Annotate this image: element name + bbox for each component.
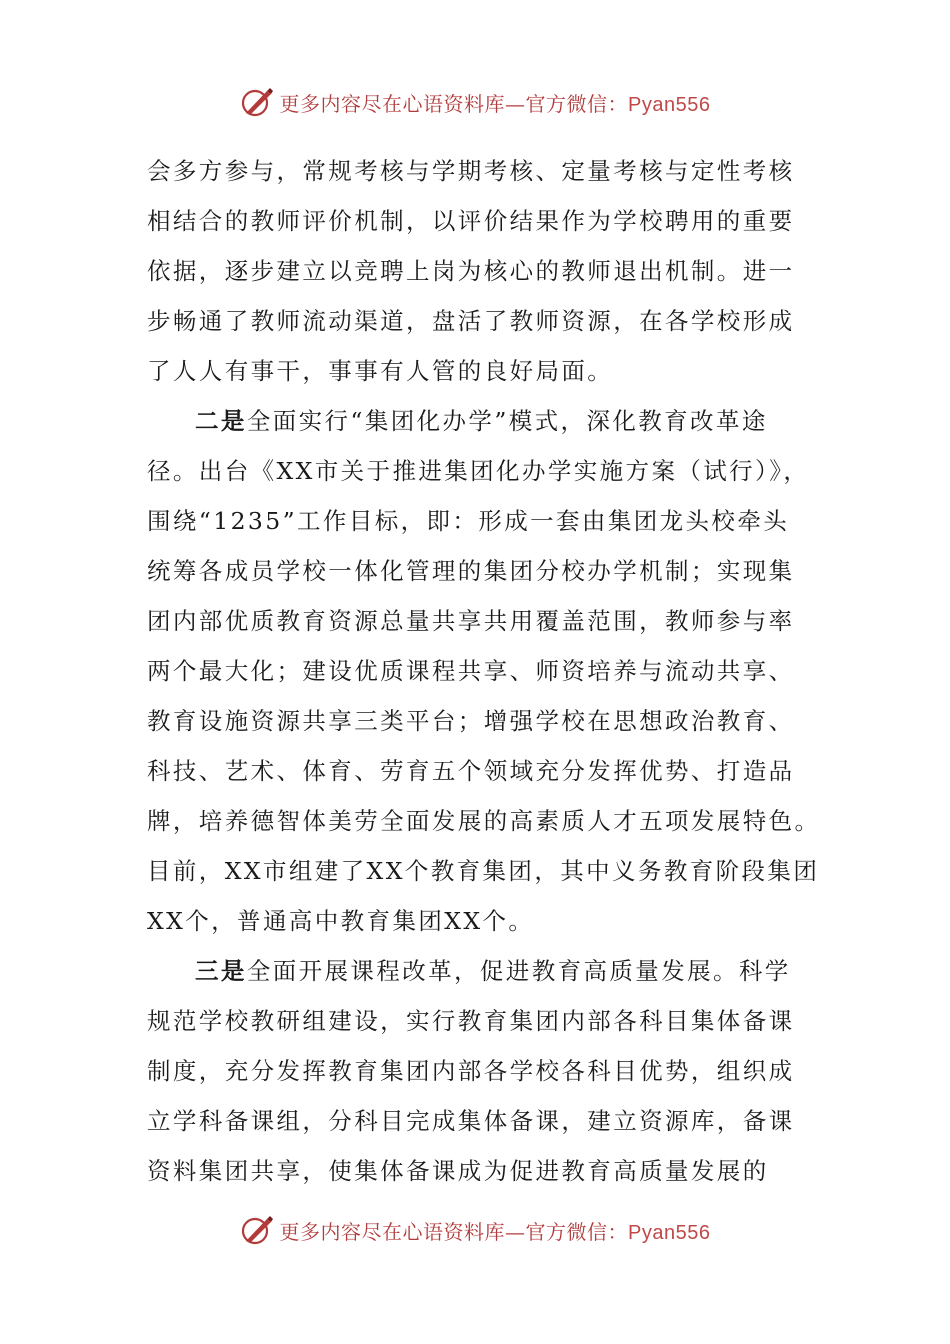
- text-line: 团内部优质教育资源总量共享共用覆盖范围，教师参与率: [147, 607, 795, 635]
- text-line: 步畅通了教师流动渠道，盘活了教师资源，在各学校形成: [147, 307, 795, 335]
- paragraph-lead: 二是: [195, 407, 247, 435]
- paragraph-start-line: [147, 396, 807, 446]
- header-watermark-banner: [0, 80, 950, 124]
- pen-logo-icon: [240, 85, 274, 119]
- text-line: 两个最大化；建设优质课程共享、师资培养与流动共享、: [147, 657, 795, 685]
- text-line: 全面开展课程改革，促进教育高质量发展。科学: [246, 957, 791, 985]
- pen-logo-icon: [240, 1213, 274, 1247]
- text-line: 全面实行“集团化办学”模式，深化教育改革途: [246, 407, 768, 435]
- text-line: 围绕“1235”工作目标，即：形成一套由集团龙头校牵头: [147, 507, 790, 535]
- text-line: 统筹各成员学校一体化管理的集团分校办学机制；实现集: [147, 557, 795, 585]
- text-line: 会多方参与，常规考核与学期考核、定量考核与定性考核: [147, 157, 795, 185]
- paragraph-lead: 三是: [195, 957, 247, 985]
- text-line: 规范学校教研组建设，实行教育集团内部各科目集体备课: [147, 1007, 795, 1035]
- text-line: 径。出台《XX市关于推进集团化办学实施方案（试行）》，: [147, 457, 810, 485]
- text-line: 科技、艺术、体育、劳育五个领域充分发挥优势、打造品: [147, 757, 795, 785]
- text-line: 立学科备课组，分科目完成集体备课，建立资源库，备课: [147, 1107, 795, 1135]
- text-line: 牌，培养德智体美劳全面发展的高素质人才五项发展特色。: [147, 807, 821, 835]
- banner-text: 更多内容尽在心语资料库—官方微信：Pyan556: [279, 91, 711, 116]
- text-line: 资料集团共享，使集体备课成为促进教育高质量发展的: [147, 1157, 769, 1185]
- footer-watermark-banner: [0, 1208, 950, 1252]
- document-body: [147, 146, 821, 1196]
- banner-text: 更多内容尽在心语资料库—官方微信：Pyan556: [279, 1219, 711, 1244]
- text-line: 目前，XX市组建了XX个教育集团，其中义务教育阶段集团: [147, 857, 820, 885]
- text-line: 制度，充分发挥教育集团内部各学校各科目优势，组织成: [147, 1057, 795, 1085]
- text-line: 相结合的教师评价机制，以评价结果作为学校聘用的重要: [147, 207, 795, 235]
- text-line: 教育设施资源共享三类平台；增强学校在思想政治教育、: [147, 707, 795, 735]
- text-line: XX个，普通高中教育集团XX个。: [147, 907, 535, 935]
- paragraph-start-line: [147, 946, 807, 996]
- text-line: 了人人有事干，事事有人管的良好局面。: [147, 357, 614, 385]
- text-line: 依据，逐步建立以竞聘上岗为核心的教师退出机制。进一: [147, 257, 795, 285]
